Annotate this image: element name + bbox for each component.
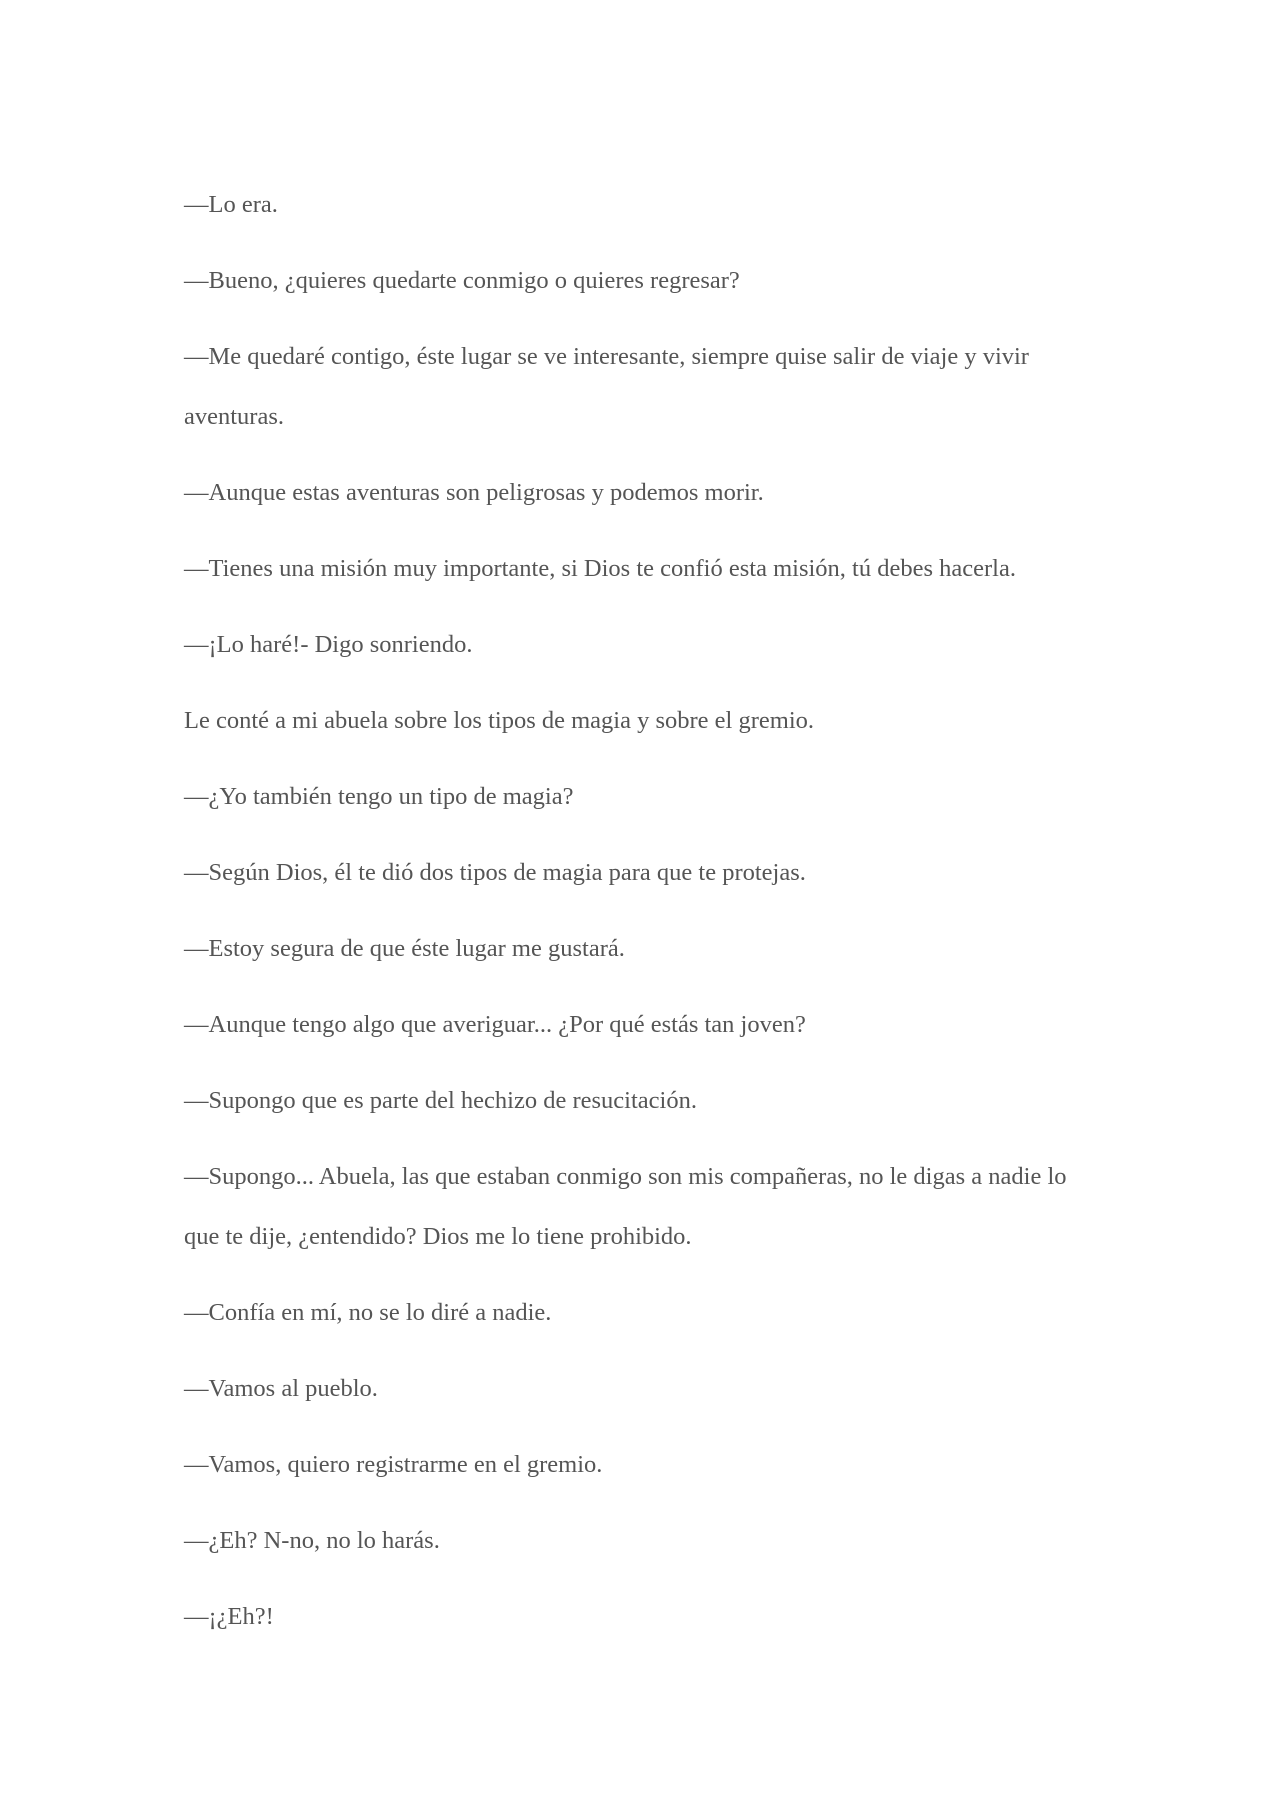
paragraph: —Aunque tengo algo que averiguar... ¿Por qué estás tan joven? xyxy=(184,1011,806,1038)
paragraph: Le conté a mi abuela sobre los tipos de magia y sobre el gremio. xyxy=(184,707,815,734)
paragraph: —¿Eh? N-no, no lo harás. xyxy=(184,1527,440,1554)
paragraph: —Confía en mí, no se lo diré a nadie. xyxy=(184,1299,552,1326)
document-body xyxy=(184,175,1104,1663)
paragraph: —Bueno, ¿quieres quedarte conmigo o quieres regresar? xyxy=(184,267,740,294)
paragraph: —¡Lo haré!- Digo sonriendo. xyxy=(184,631,473,658)
paragraph: —Vamos, quiero registrarme en el gremio. xyxy=(184,1451,603,1478)
paragraph: —Me quedaré contigo, éste lugar se ve interesante, siempre quise salir de viaje y vivir aventuras. xyxy=(184,343,1029,430)
paragraph: —Supongo... Abuela, las que estaban conmigo son mis compañeras, no le digas a nadie lo que te dije, ¿entendido? Dios me lo tiene prohibido. xyxy=(184,1163,1067,1250)
paragraph: —Lo era. xyxy=(184,191,278,218)
paragraph: —¡¿Eh?! xyxy=(184,1603,274,1630)
paragraph: —Según Dios, él te dió dos tipos de magia para que te protejas. xyxy=(184,859,806,886)
paragraph: —Estoy segura de que éste lugar me gustará. xyxy=(184,935,625,962)
paragraph: —Vamos al pueblo. xyxy=(184,1375,378,1402)
paragraph: —¿Yo también tengo un tipo de magia? xyxy=(184,783,574,810)
paragraph: —Supongo que es parte del hechizo de resucitación. xyxy=(184,1087,697,1114)
paragraph: —Aunque estas aventuras son peligrosas y podemos morir. xyxy=(184,479,764,506)
paragraph: —Tienes una misión muy importante, si Dios te confió esta misión, tú debes hacerla. xyxy=(184,555,1016,582)
